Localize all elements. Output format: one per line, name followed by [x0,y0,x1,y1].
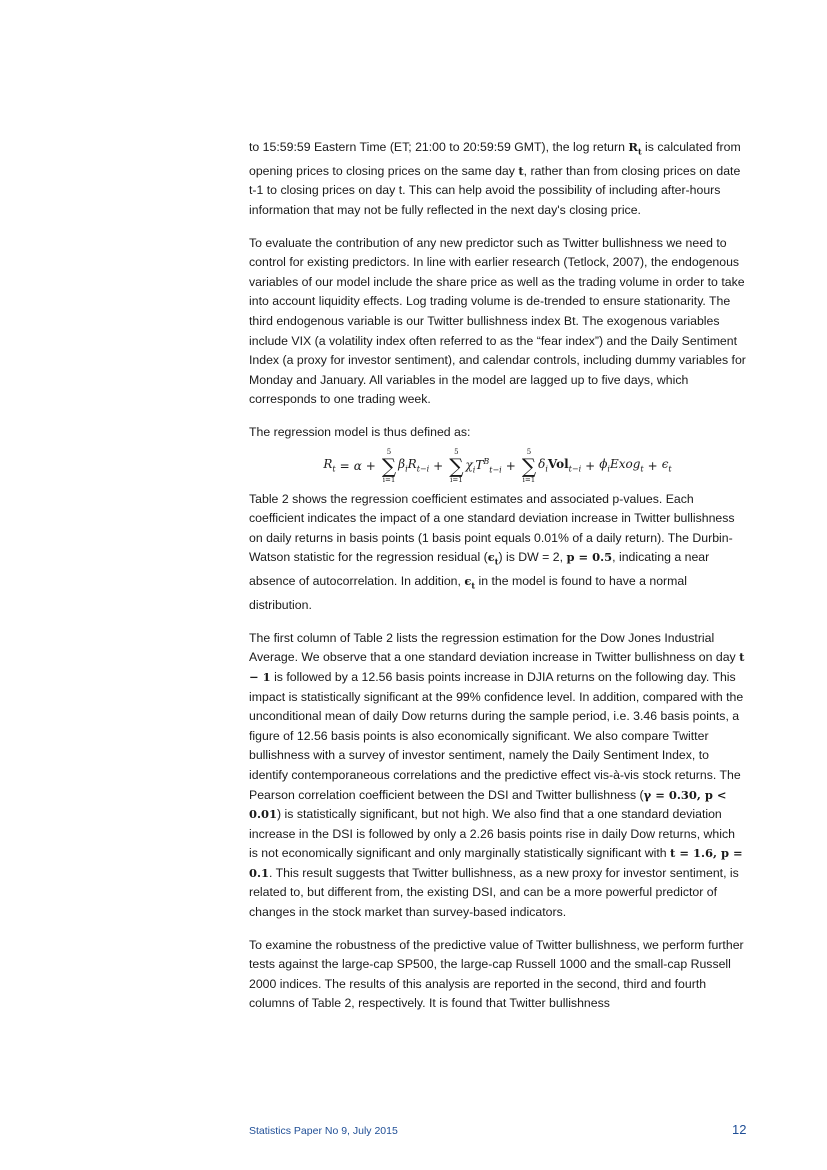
math-epsilon-t [487,550,499,567]
math-symbol: β [398,457,406,472]
text-run: . This result suggests that Twitter bullishness, as a new proxy for investor sentiment, is related to, but different from, the existing DSI, and can be a more powerful predictor of changes in the stock market than survey-based indicators. [249,865,739,920]
eq-equals: = [339,458,350,473]
math-symbol: T [475,457,484,472]
math-subscript: i [545,464,548,474]
text-run: , indicating a near absence of autocorrelation. In addition, [249,550,710,589]
eq-plus: + [433,458,444,473]
text-run: Table 2 shows the regression coefficient estimates and associated p-values. Each coefficient indicates the impact of a one standard deviation increase in Twitter bullishness on daily returns in basis points (1 basis point equals 0.01% of a daily return). The Durbin-Watson statistic for the regression residual ( [249,491,735,565]
eq-lhs [323,457,335,473]
math-symbol: δ [538,457,546,472]
eq-plus: + [505,458,516,473]
sum-upper: 5 [386,447,392,456]
math-subscript: i [607,464,610,474]
math-subscript: t [471,580,476,591]
eq-plus: + [647,458,658,473]
eq-plus: + [365,458,376,473]
sum-1 [382,448,396,484]
math-superscript: B [483,456,490,466]
sigma-symbol: ∑ [449,453,464,478]
math-symbol: R [407,457,417,472]
math-subscript: t [494,556,499,567]
text-run: is calculated from opening prices to closing prices on the same day [249,140,741,178]
math-subscript: t [637,146,642,157]
math-r-t [628,140,642,157]
math-subscript: t [668,464,672,474]
math-subscript: t−i [489,465,502,475]
sum-upper: 5 [526,447,532,456]
math-symbol: ϵ [464,574,472,589]
math-p-value: p = 0.5 [566,550,613,565]
sum-lower: i=1 [522,475,536,484]
sigma-symbol: ∑ [381,453,397,478]
footer-publication: Statistics Paper No 9, July 2015 [249,1125,398,1137]
eq-alpha: α [353,458,362,473]
sum-lower: i=1 [450,475,463,484]
math-t: t [518,163,524,178]
page-number: 12 [732,1122,747,1137]
text-run: in the model is found to have a normal distribution. [249,574,687,613]
text-run: ) is DW = 2, [498,550,567,565]
math-symbol: ϵ [661,457,669,472]
text-run: is followed by a 12.56 basis points increase in DJIA returns on the following day. This impact is statistically significant at the 99% confidence level. In addition, compared with the unconditional mean of daily Dow returns during the sample period, i.e. 3.46 basis points, a figure of 12.56 basis points is also economically significant. We also compare Twitter bullishness with a survey of investor sentiment, namely the Daily Sentiment Index, to identify contemporaneous correlations and the predictive effect vis-à-vis stock returns. The Pearson correlation coefficient between the DSI and Twitter bullishness ( [249,669,744,802]
paragraph-2: To evaluate the contribution of any new predictor such as Twitter bullishness we need to control for existing predictors. In line with earlier research (Tetlock, 2007), the endogenous variables of our model include the share price as well as the trading volume in order to take into account liquidity effects. Log trading volume is de-trended to ensure stationarity. The third endogenous variable is our Twitter bullishness index Bt. The exogenous variables include VIX (a volatility index often referred to as the “fear index”) and the Daily Sentiment Index (a proxy for investor sentiment), and calendar controls, including dummy variables for Monday and January. All variables in the model are lagged up to five days, which corresponds to one trading week. [249,235,746,407]
math-t-minus-1: t − 1 [249,650,745,684]
paragraph-6: To examine the robustness of the predictive value of Twitter bullishness, we perform further tests against the large-cap SP500, the large-cap Russell 1000 and the small-cap Russell 2000 indices. The results of this analysis are reported in the second, third and fourth columns of Table 2, respectively. It is found that Twitter bullishness [249,937,744,1011]
math-symbol: Exog [609,457,641,472]
paragraph-5 [249,629,746,923]
sum-2 [449,448,463,484]
math-subscript: t−i [416,464,430,474]
text-run: The first column of Table 2 lists the regression estimation for the Dow Jones Industrial Average. We observe that a one standard deviation increase in Twitter bullishness on day [249,630,740,665]
math-gamma: γ = 0.30, p < 0.01 [249,787,727,822]
eq-term-2 [466,457,502,474]
eq-plus: + [585,458,596,473]
math-subscript: i [405,464,408,474]
equation-intro: The regression model is thus defined as: [249,425,471,440]
sum-upper: 5 [454,447,459,456]
math-symbol: R [628,140,638,154]
math-subscript: t [640,464,644,474]
paragraph-4 [249,490,746,616]
eq-term-3 [538,457,581,473]
math-subscript: i [472,465,476,475]
regression-equation [249,445,746,487]
math-epsilon-t [464,574,476,591]
eq-term-4 [599,457,643,473]
math-subscript: t−i [568,464,582,474]
math-symbol: ϵ [487,550,495,565]
math-symbol: χ [465,457,473,472]
paragraph-1 [249,138,746,221]
body-text [249,138,746,1027]
text-run: ) is statistically significant, but not high. We also find that a one standard deviation increase in the DSI is followed by only a 2.26 basis points rise in daily Dow returns, which is not economically significant and only marginally statistically significant with [249,807,735,861]
math-t-stat: t = 1.6, p = 0.1 [249,846,743,880]
eq-term-1 [398,457,429,473]
math-symbol: Vol [547,457,569,472]
text-run: to 15:59:59 Eastern Time (ET; 21:00 to 20:59:59 GMT), the log return [249,140,629,154]
math-symbol: R [323,457,333,472]
eq-term-5 [662,457,672,473]
math-symbol: ϕ [599,457,608,472]
sum-3 [522,448,536,484]
text-run: , rather than from closing prices on date t-1 to closing prices on day t. This can help avoid the possibility of including after-hours information that may not be fully reflected in the next day's closing price. [249,163,741,218]
sigma-symbol: ∑ [521,453,537,478]
sum-lower: i=1 [382,475,396,484]
math-subscript: t [332,464,336,474]
